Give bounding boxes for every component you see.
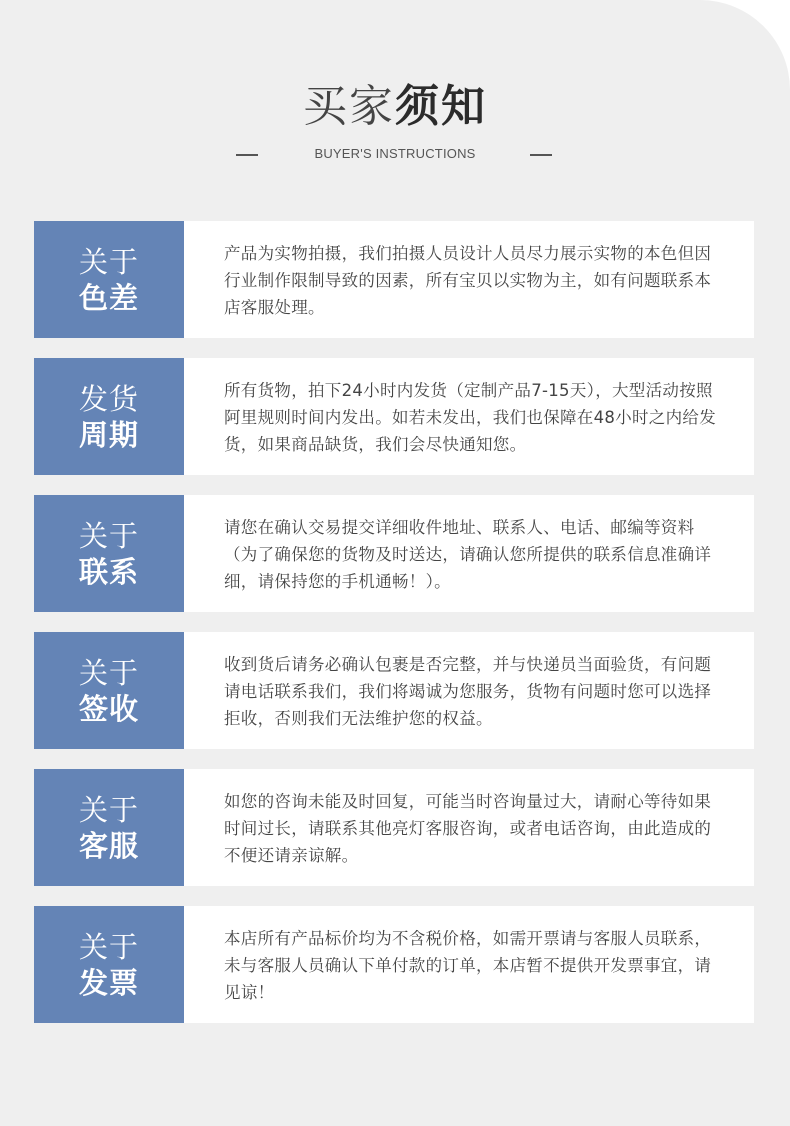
title-bold: 须知 (395, 81, 487, 132)
instruction-card-color (34, 221, 754, 338)
card-label-top: 关于 (78, 518, 139, 553)
card-label (34, 358, 184, 475)
instruction-card-invoice (34, 906, 754, 1023)
card-label-top: 关于 (78, 244, 139, 279)
instruction-card-shipping (34, 358, 754, 475)
card-label (34, 632, 184, 749)
card-label-bottom: 发票 (78, 965, 139, 1000)
card-text: 所有货物，拍下24小时内发货（定制产品7-15天），大型活动按照阿里规则时间内发出。如若未发出，我们也保障在48小时之内给发货，如果商品缺货，我们会尽快通知您。 (224, 381, 716, 454)
card-label-bottom: 客服 (78, 828, 139, 863)
divider-right (530, 154, 552, 156)
instruction-card-contact (34, 495, 754, 612)
page-subtitle: BUYER'S INSTRUCTIONS (314, 146, 476, 161)
card-text: 收到货后请务必确认包裹是否完整，并与快递员当面验货，有问题请电话联系我们，我们将竭诚为您服务，货物有问题时您可以选择拒收，否则我们无法维护您的权益。 (224, 655, 712, 728)
card-label-top: 关于 (78, 655, 139, 690)
card-label-bottom: 签收 (78, 691, 139, 726)
card-label-top: 发货 (78, 381, 139, 416)
title-light: 买家 (303, 81, 395, 132)
card-text: 请您在确认交易提交详细收件地址、联系人、电话、邮编等资料（为了确保您的货物及时送达，请确认您所提供的联系信息准确详细，请保持您的手机通畅！）。 (224, 518, 712, 591)
instruction-list (34, 221, 754, 1043)
card-label (34, 495, 184, 612)
card-label-bottom: 周期 (78, 417, 139, 452)
card-label (34, 906, 184, 1023)
card-label (34, 769, 184, 886)
subtitle-row (0, 145, 790, 165)
card-label-bottom: 色差 (78, 280, 139, 315)
page-title (0, 80, 790, 134)
card-text: 产品为实物拍摄，我们拍摄人员设计人员尽力展示实物的本色但因行业制作限制导致的因素，所有宝贝以实物为主，如有问题联系本店客服处理。 (224, 244, 712, 317)
card-text: 本店所有产品标价均为不含税价格，如需开票请与客服人员联系，未与客服人员确认下单付款的订单，本店暂不提供开发票事宜，请见谅！ (224, 929, 712, 1002)
card-label-bottom: 联系 (78, 554, 139, 589)
instruction-card-service (34, 769, 754, 886)
instruction-card-receipt (34, 632, 754, 749)
card-text: 如您的咨询未能及时回复，可能当时咨询量过大，请耐心等待如果时间过长，请联系其他亮灯客服咨询，或者电话咨询，由此造成的不便还请亲谅解。 (224, 792, 712, 865)
card-label-top: 关于 (78, 929, 139, 964)
card-label (34, 221, 184, 338)
card-label-top: 关于 (78, 792, 139, 827)
